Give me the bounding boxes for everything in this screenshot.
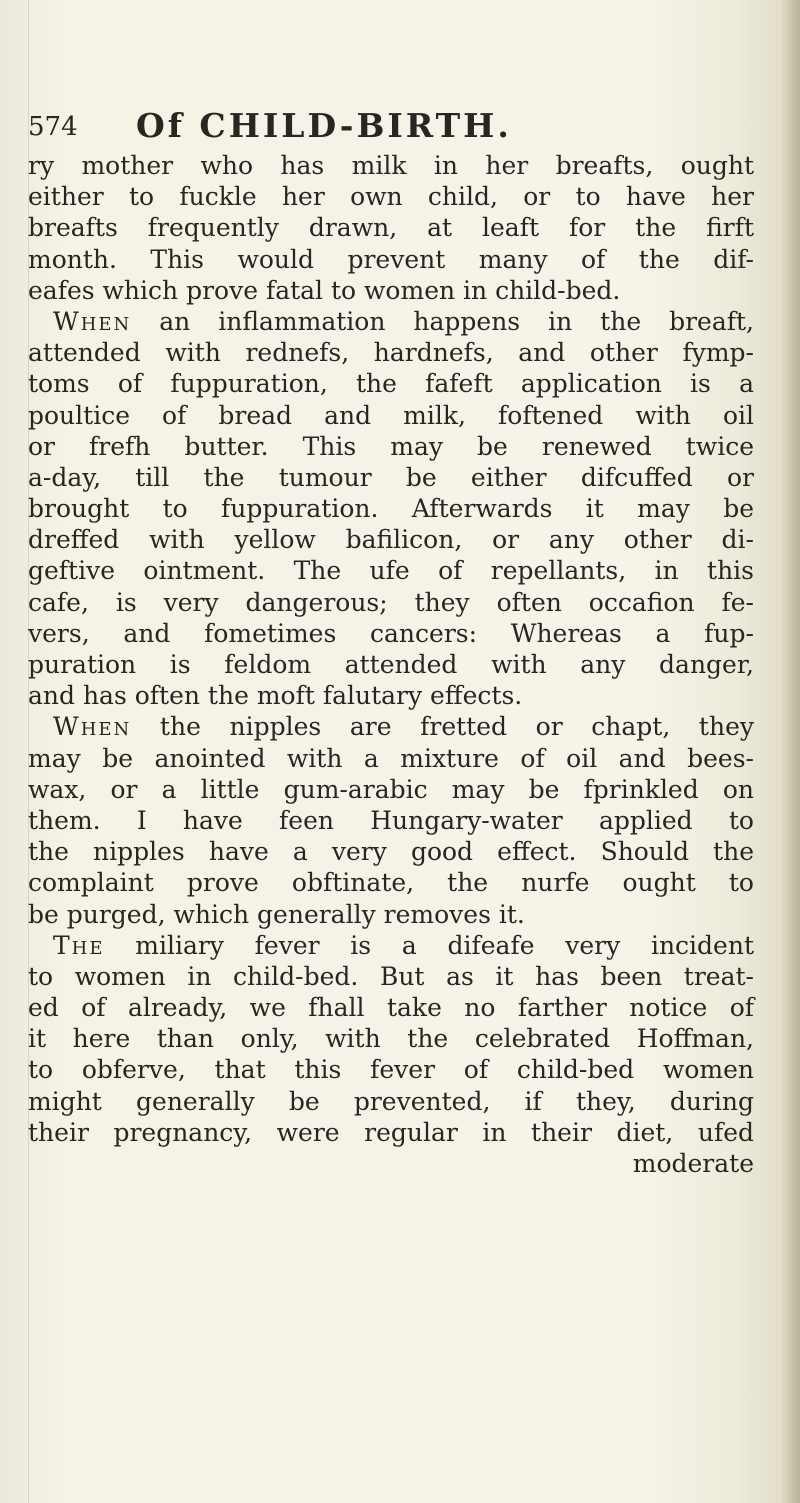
page-header <box>28 98 748 148</box>
paragraph-lead-word: When <box>53 306 132 336</box>
text-line <box>28 649 754 680</box>
text-line <box>28 587 754 618</box>
text-line <box>28 244 754 275</box>
line-text: vers, and fometimes cancers: Whereas a fup- <box>28 618 754 648</box>
text-line <box>28 524 754 555</box>
catchword: moderate <box>632 1149 754 1178</box>
line-text: the nipples have a very good effect. Should the <box>28 837 754 867</box>
line-text: it here than only, with the celebrated Hoffman, <box>28 1024 754 1054</box>
text-line <box>28 961 754 992</box>
text-line <box>28 431 754 462</box>
line-text: wax, or a little gum-arabic may be fprinkled on <box>28 774 754 804</box>
paragraph-lead-word: The <box>53 930 105 960</box>
line-text: poultice of bread and milk, foftened with oil <box>28 400 754 430</box>
text-line <box>28 711 754 742</box>
page-number: 574 <box>28 112 78 142</box>
text-line <box>28 899 754 930</box>
text-line <box>28 867 754 898</box>
text-line <box>28 493 754 524</box>
text-line <box>28 1054 754 1085</box>
text-line <box>28 1023 754 1054</box>
line-text: month. This would prevent many of the dif- <box>28 244 754 274</box>
line-text: miliary fever is a difeafe very incident <box>104 930 754 960</box>
line-text: ry mother who has milk in her breafts, ought <box>28 151 754 180</box>
text-line <box>28 337 754 368</box>
line-text: ed of already, we fhall take no farther notice of <box>28 993 754 1023</box>
line-text: cafe, is very dangerous; they often occafion fe- <box>28 587 754 617</box>
text-line <box>28 400 754 431</box>
line-text: breafts frequently drawn, at leaft for the firft <box>28 213 754 243</box>
text-line <box>28 1086 754 1117</box>
line-text: toms of fuppuration, the fafeft application is a <box>28 369 754 399</box>
line-text: puration is feldom attended with any danger, <box>28 650 754 679</box>
line-text: dreffed with yellow bafilicon, or any other di- <box>28 525 754 555</box>
line-text: to women in child-bed. But as it has been treat- <box>28 961 754 991</box>
line-text: to obferve, that this fever of child-bed women <box>28 1055 754 1085</box>
line-text: be purged, which generally removes it. <box>28 899 525 929</box>
line-text: eafes which prove fatal to women in child-bed. <box>28 275 621 305</box>
text-line <box>28 212 754 243</box>
line-text: may be anointed with a mixture of oil and bees- <box>28 743 754 773</box>
page-edge-shadow <box>778 0 800 1503</box>
line-text: geftive ointment. The ufe of repellants, in this <box>28 556 754 586</box>
line-text: brought to fuppuration. Afterwards it may be <box>28 494 754 524</box>
line-text: or frefh butter. This may be renewed twice <box>28 431 754 461</box>
line-text: them. I have feen Hungary-water applied to <box>28 805 754 835</box>
line-text: the nipples are fretted or chapt, they <box>131 712 754 742</box>
body-text <box>28 150 754 1179</box>
line-text: attended with rednefs, hardnefs, and other fymp- <box>28 338 754 368</box>
line-text: a-day, till the tumour be either difcuffed or <box>28 462 754 492</box>
text-line <box>28 462 754 493</box>
text-line <box>28 618 754 649</box>
paragraph-lead-word: When <box>53 712 132 742</box>
line-text: an inflammation happens in the breaft, <box>131 306 754 336</box>
line-text: complaint prove obftinate, the nurfe ought to <box>28 868 754 898</box>
text-line <box>28 181 754 212</box>
text-line <box>28 743 754 774</box>
text-line <box>28 1117 754 1148</box>
text-line <box>28 368 754 399</box>
text-line <box>28 306 754 337</box>
text-line <box>28 150 754 181</box>
running-head: Of CHILD-BIRTH. <box>136 106 512 145</box>
text-line <box>28 680 754 711</box>
text-line <box>28 836 754 867</box>
text-line <box>28 992 754 1023</box>
line-text: and has often the moft falutary effects. <box>28 681 523 711</box>
text-line <box>28 555 754 586</box>
text-line <box>28 805 754 836</box>
text-line <box>28 275 754 306</box>
text-line <box>28 930 754 961</box>
text-line <box>28 774 754 805</box>
line-text: their pregnancy, were regular in their diet, ufed <box>28 1117 754 1147</box>
line-text: either to fuckle her own child, or to have her <box>28 182 754 212</box>
line-text: might generally be prevented, if they, during <box>28 1086 754 1116</box>
